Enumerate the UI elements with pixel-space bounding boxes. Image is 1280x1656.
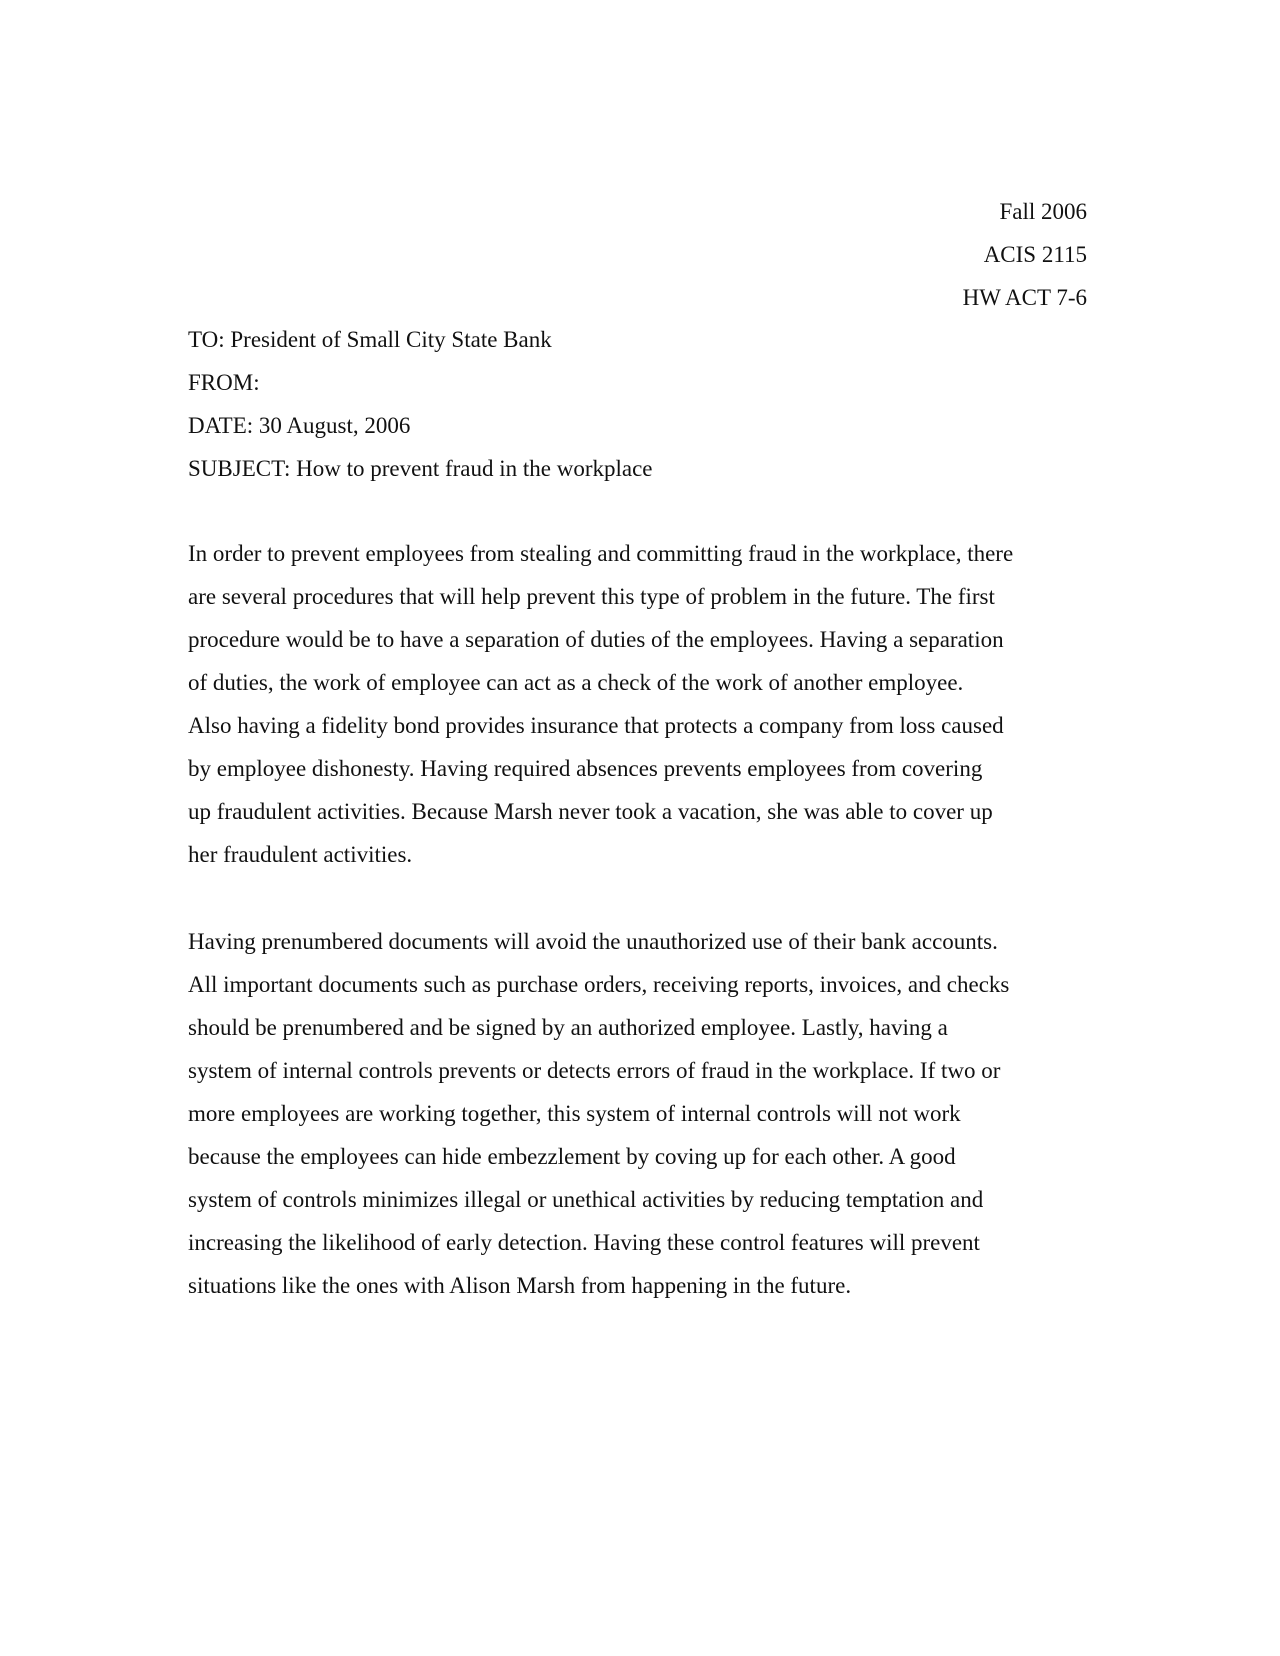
paragraph-line: system of internal controls prevents or detects errors of fraud in the workplace. If two or [188,1058,1001,1083]
paragraph-line: Also having a fidelity bond provides insurance that protects a company from loss caused [188,713,1004,738]
paragraph-line: should be prenumbered and be signed by an authorized employee. Lastly, having a [188,1015,948,1040]
paragraph-line: of duties, the work of employee can act as a check of the work of another employee. [188,670,964,695]
assignment-label: HW ACT 7-6 [962,285,1087,310]
paragraph-line: are several procedures that will help prevent this type of problem in the future. The first [188,584,995,609]
course-label: ACIS 2115 [983,242,1087,267]
memo-to: TO: President of Small City State Bank [188,327,552,352]
paragraph-line: In order to prevent employees from stealing and committing fraud in the workplace, there [188,541,1014,566]
paragraph-line: system of controls minimizes illegal or unethical activities by reducing temptation and [188,1187,984,1212]
memo-header [188,318,653,490]
memo-date: DATE: 30 August, 2006 [188,413,411,438]
paragraph-line: because the employees can hide embezzlement by coving up for each other. A good [188,1144,956,1169]
memo-from: FROM: [188,370,260,395]
paragraph-line: procedure would be to have a separation of duties of the employees. Having a separation [188,627,1004,652]
body-paragraph-2 [188,920,1088,1307]
document-header [963,190,1087,319]
paragraph-line: more employees are working together, this system of internal controls will not work [188,1101,961,1126]
paragraph-line: up fraudulent activities. Because Marsh never took a vacation, she was able to cover up [188,799,993,824]
paragraph-line: situations like the ones with Alison Marsh from happening in the future. [188,1273,852,1298]
term-label: Fall 2006 [999,199,1087,224]
paragraph-line: by employee dishonesty. Having required absences prevents employees from covering [188,756,983,781]
body-paragraph-1 [188,532,1088,876]
paragraph-line: Having prenumbered documents will avoid the unauthorized use of their bank accounts. [188,929,998,954]
memo-subject: SUBJECT: How to prevent fraud in the workplace [188,456,653,481]
paragraph-line: her fraudulent activities. [188,842,413,867]
paragraph-line: increasing the likelihood of early detection. Having these control features will prevent [188,1230,980,1255]
paragraph-line: All important documents such as purchase orders, receiving reports, invoices, and checks [188,972,1010,997]
